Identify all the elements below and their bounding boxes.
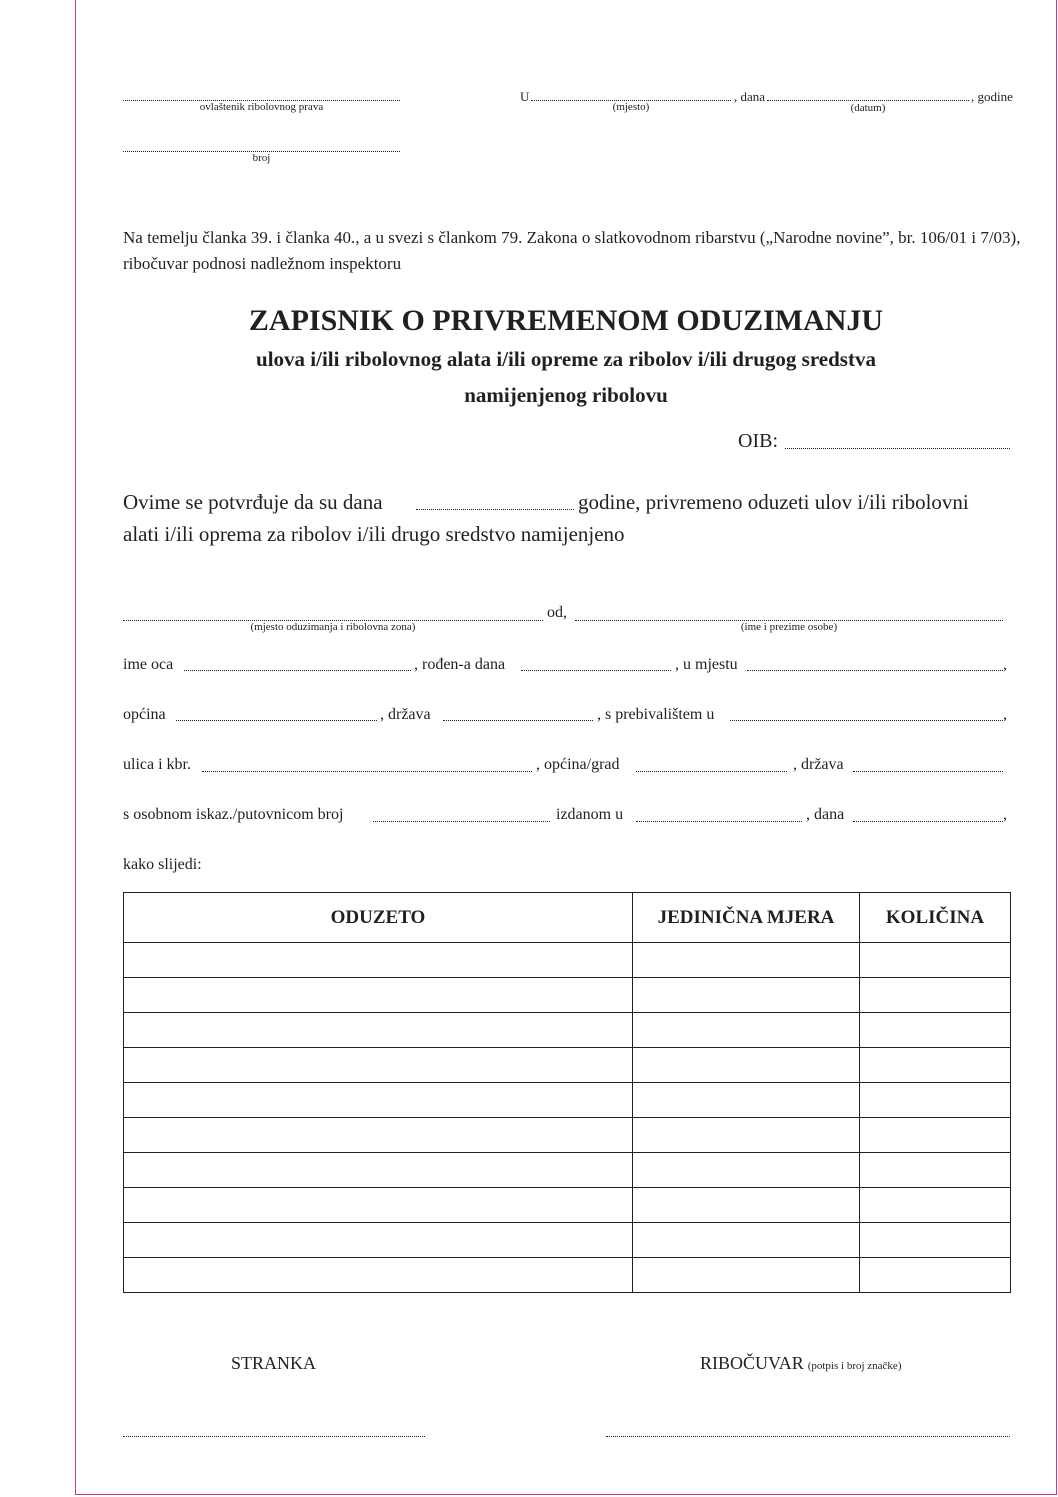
issued-in-label: izdanom u [556,806,624,823]
cell-quantity[interactable] [860,943,1011,978]
intro-paragraph: Na temelju članka 39. i članka 40., a u svezi s člankom 79. Zakona o slatkovodnom ribarstvu („Narodne novine”, br. 106/01 i 7/03), ribočuvar podnosi nadležnom inspektoru [123,228,1021,273]
header-seized: ODUZETO [124,893,633,943]
statement-date-field[interactable] [416,509,574,510]
cell-quantity[interactable] [860,1118,1011,1153]
cell-seized[interactable] [124,1153,633,1188]
table-row [124,1258,1011,1293]
cell-seized[interactable] [124,978,633,1013]
document-title: ZAPISNIK O PRIVREMENOM ODUZIMANJU [248,304,884,337]
issue-date-field[interactable] [853,821,1003,822]
cell-unit[interactable] [633,1188,860,1223]
date-field[interactable] [767,100,969,101]
oib-field[interactable] [785,448,1010,449]
table-header-row [124,893,1011,943]
id-doc-label: s osobnom iskaz./putovnicom broj [123,806,344,823]
table-row [124,1153,1011,1188]
document-subtitle-line2: namijenjenog ribolovu [464,383,668,407]
cell-quantity[interactable] [860,1013,1011,1048]
country-label: , država [380,706,431,723]
residence-label: , s prebivalištem u [597,706,715,723]
table-row [124,1048,1011,1083]
cell-seized[interactable] [124,1258,633,1293]
place-caption: (mjesto) [612,101,650,113]
residence-field[interactable] [730,720,1003,721]
municipality-city-label: , općina/grad [536,756,620,773]
statement-part2: godine, privremeno oduzeti ulov i/ili ribolovni [578,490,969,514]
cell-quantity[interactable] [860,1223,1011,1258]
municipality-field[interactable] [176,720,377,721]
statement-line2: alati i/ili oprema za ribolov i/ili drugo sredstvo namijenjeno [123,522,625,546]
as-follows-label: kako slijedi: [123,856,202,873]
cell-seized[interactable] [124,943,633,978]
warden-note: (potpis i broj značke) [807,1360,902,1372]
number-caption: broj [252,152,271,164]
birth-place-field[interactable] [747,670,1003,671]
date-prefix: , dana [734,89,766,104]
cell-seized[interactable] [124,1188,633,1223]
warden-label-group [700,1353,901,1374]
cell-unit[interactable] [633,1223,860,1258]
comma-2: , [1003,706,1007,723]
table-row [124,1223,1011,1258]
cell-unit[interactable] [633,1048,860,1083]
cell-quantity[interactable] [860,1048,1011,1083]
cell-unit[interactable] [633,1083,860,1118]
warden-signature-field[interactable] [606,1436,1010,1437]
party-label: STRANKA [231,1353,317,1373]
from-label: od, [547,604,567,621]
cell-quantity[interactable] [860,1153,1011,1188]
comma-1: , [1003,656,1007,673]
cell-seized[interactable] [124,1223,633,1258]
oib-label: OIB: [738,430,778,452]
cell-quantity[interactable] [860,978,1011,1013]
location-caption: (mjesto oduzimanja i ribolovna zona) [250,621,416,633]
cell-unit[interactable] [633,1153,860,1188]
place-prefix: U [520,89,530,104]
owner-caption: ovlaštenik ribolovnog prava [199,101,324,113]
municipality-city-field[interactable] [636,771,787,772]
country2-label: , država [793,756,844,773]
party-signature-field[interactable] [123,1436,425,1437]
table-row [124,1083,1011,1118]
country-field[interactable] [443,720,593,721]
table-row [124,943,1011,978]
table-row [124,1013,1011,1048]
street-label: ulica i kbr. [123,756,191,773]
on-date-label: , dana [806,806,845,823]
cell-quantity[interactable] [860,1083,1011,1118]
cell-seized[interactable] [124,1118,633,1153]
birth-date-field[interactable] [521,670,671,671]
header-unit: JEDINIČNA MJERA [633,893,860,943]
warden-label: RIBOČUVAR [700,1353,804,1373]
seized-items-table [123,892,1011,1293]
father-name-field[interactable] [184,670,411,671]
cell-unit[interactable] [633,1258,860,1293]
cell-unit[interactable] [633,1013,860,1048]
cell-quantity[interactable] [860,1188,1011,1223]
cell-unit[interactable] [633,943,860,978]
statement-part1: Ovime se potvrđuje da su dana [123,490,383,514]
municipality-label: općina [123,706,166,723]
in-place-label: , u mjestu [675,656,738,673]
header-quantity: KOLIČINA [860,893,1011,943]
father-name-label: ime oca [123,656,174,673]
table-row [124,1188,1011,1223]
cell-seized[interactable] [124,1083,633,1118]
cell-unit[interactable] [633,1118,860,1153]
table-row [124,1118,1011,1153]
cell-unit[interactable] [633,978,860,1013]
year-suffix: , godine [971,89,1013,104]
country2-field[interactable] [853,771,1003,772]
street-field[interactable] [202,771,532,772]
id-doc-field[interactable] [373,821,550,822]
date-caption: (datum) [850,102,886,114]
born-on-label: , rođen-a dana [414,656,506,673]
table-row [124,978,1011,1013]
issued-in-field[interactable] [636,821,802,822]
person-caption: (ime i prezime osobe) [740,621,838,633]
cell-quantity[interactable] [860,1258,1011,1293]
cell-seized[interactable] [124,1013,633,1048]
cell-seized[interactable] [124,1048,633,1083]
table-body [124,943,1011,1293]
document-subtitle-line1: ulova i/ili ribolovnog alata i/ili opreme za ribolov i/ili drugog sredstva [256,347,876,371]
comma-3: , [1003,806,1007,823]
